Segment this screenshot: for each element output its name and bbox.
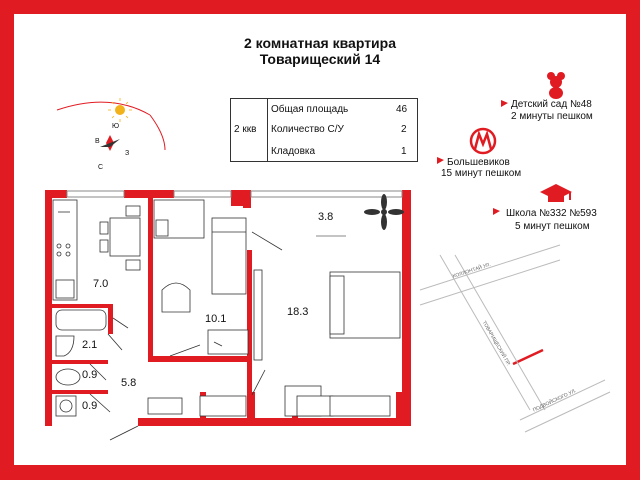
info-row-value: 1 <box>401 146 407 157</box>
compass-south: С <box>98 164 104 171</box>
room-area-large: 18.3 <box>287 306 309 318</box>
room-area-balcony: 3.8 <box>318 211 334 223</box>
nearby-line1: Школа №332 №593 <box>506 208 597 219</box>
compass-north: Ю <box>112 123 120 130</box>
nearby-line1: Детский сад №48 <box>511 99 592 110</box>
nearby-line2: 15 минут пешком <box>441 168 522 179</box>
info-row-label: Общая площадь <box>271 104 349 115</box>
info-row-value: 2 <box>401 124 407 135</box>
room-area-bath: 2.1 <box>82 339 98 351</box>
nearby-line2: 2 минуты пешком <box>511 111 593 122</box>
room-area-storage: 0.9 <box>82 400 98 412</box>
info-row-label: Кладовка <box>271 146 316 157</box>
info-row-value: 46 <box>396 104 408 115</box>
room-area-hall: 5.8 <box>121 377 137 389</box>
street-label: КОЛЛОНТАЙ УЛ. <box>452 261 492 280</box>
room-area-kitchen: 7.0 <box>93 278 109 290</box>
nearby-line1: Большевиков <box>447 157 510 168</box>
compass-west: В <box>95 138 100 145</box>
title-line-1: 2 комнатная квартира <box>243 35 396 51</box>
room-area-wc: 0.9 <box>82 369 98 381</box>
compass-east: З <box>125 150 130 157</box>
street-label: ТОВАРИЩЕСКИЙ ПР. <box>480 320 512 367</box>
street-label: ПОДВОЙСКОГО УЛ. <box>532 388 578 414</box>
nearby-line2: 5 минут пешком <box>515 221 590 232</box>
info-row-label: Количество С/У <box>271 124 344 135</box>
title-line-2: Товарищеский 14 <box>259 51 381 67</box>
room-area-small: 10.1 <box>205 313 227 325</box>
info-rooms-label: 2 ккв <box>234 124 257 135</box>
